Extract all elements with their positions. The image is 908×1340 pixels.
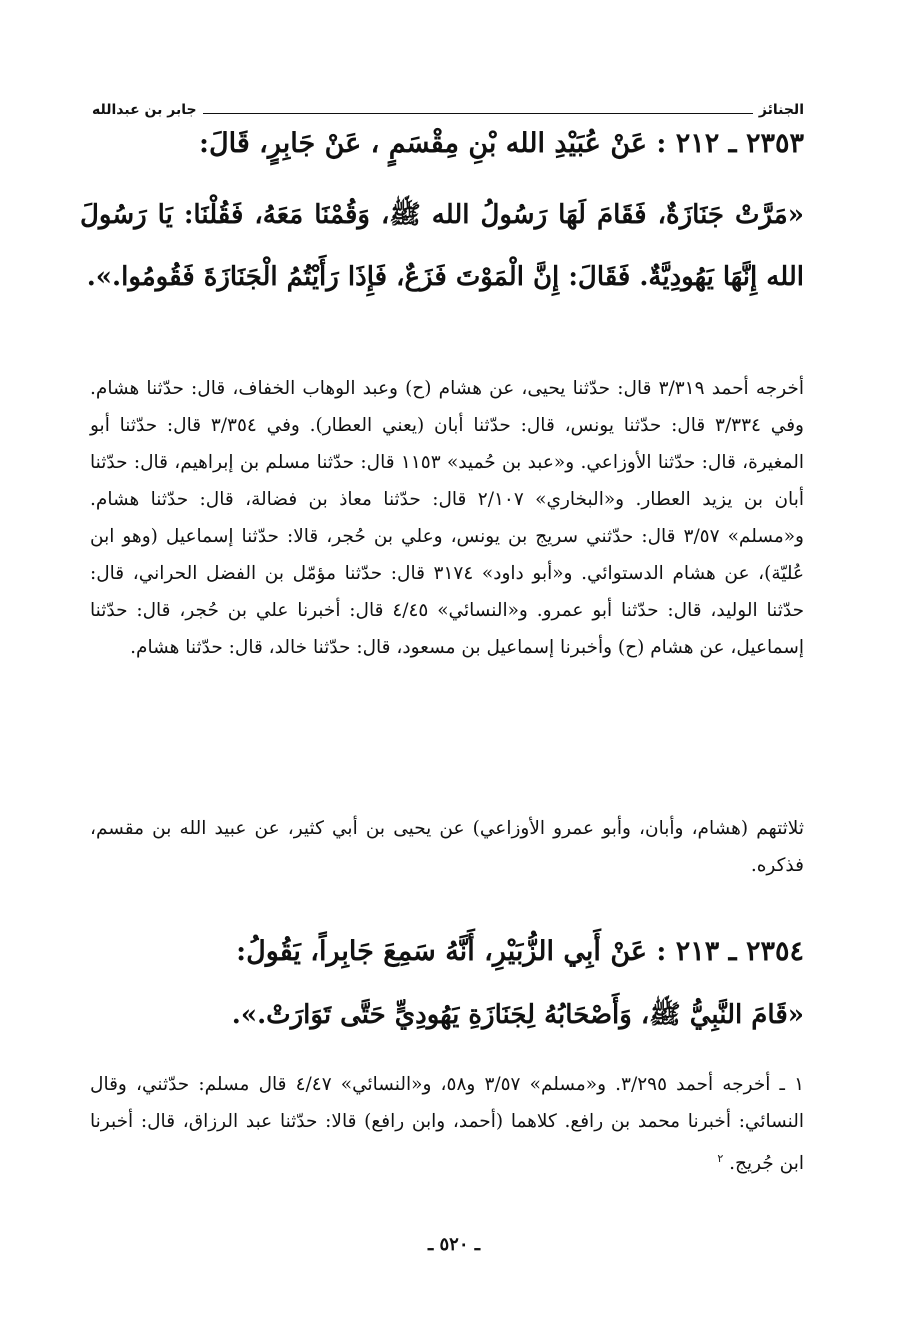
hadith-2353-sources: أخرجه أحمد ٣/٣١٩ قال: حدّثنا يحيى، عن هشام (ح) وعبد الوهاب الخفاف، قال: حدّثنا هشام. وفي ٣/٣٣٤ قال: حدّثنا يونس، قال: حدّثنا أبان (يعني العطار). وفي ٣/٣٥٤ قال: حدّثنا أبو المغيرة، قال: حدّثنا الأوزاعي. و«عبد بن حُميد» ١١٥٣ قال: حدّثنا مسلم بن إبراهيم، قال: حدّثنا أبان بن يزيد العطار. و«البخاري» ٢/١٠٧ قال: حدّثنا معاذ بن فضالة، قال: حدّثنا هشام. و«مسلم» ٣/٥٧ قال: حدّثني سريج بن يونس، وعلي بن حُجر، قالا: حدّثنا إسماعيل (وهو ابن عُليّة)، عن هشام الدستوائي. و«أبو داود» ٣١٧٤ قال: حدّثنا مؤمّل بن الفضل الحراني، قال: حدّثنا الوليد، قال: حدّثنا أبو عمرو. و«النسائي» ٤/٤٥ قال: أخبرنا علي بن حُجر، قال: حدّثنا إسماعيل، عن هشام (ح) وأخبرنا إسماعيل بن مسعود، قال: حدّثنا خالد، قال: حدّثنا هشام. <box>90 378 805 658</box>
footnote-marker: ٢ <box>717 1152 724 1165</box>
narrator-title: جابر بن عبدالله <box>92 102 197 118</box>
hadith-2354-sources: ١ ـ أخرجه أحمد ٣/٢٩٥. و«مسلم» ٣/٥٧ و٥٨، و«النسائي» ٤/٤٧ قال مسلم: حدّثني، وقال النسائي: أخبرنا محمد بن رافع. كلاهما (أحمد، وابن رافع) قالا: حدّثنا عبد الرزاق، قال: أخبرنا ابن جُريج. <box>90 1074 804 1175</box>
hadith-2353-takhrij <box>90 370 804 666</box>
chapter-title: الجنائز <box>758 102 804 118</box>
hadith-2353-summary: ثلاثتهم (هشام، وأبان، وأبو عمرو الأوزاعي) عن يحيى بن أبي كثير، عن عبيد الله بن مقسم، فذكره. <box>90 818 804 876</box>
hadith-2354-heading: ٢٣٥٤ ـ ٢١٣ : عَنْ أَبِي الزُّبَيْرِ، أَنَّهُ سَمِعَ جَابِراً، يَقُولُ: <box>236 936 804 967</box>
hadith-2354-text: «قَامَ النَّبِيُّ ﷺ، وَأَصْحَابُهُ لِجَنَازَةِ يَهُودِيٍّ حَتَّى تَوَارَتْ.». <box>231 1000 804 1030</box>
page-number: ـ ٥٢٠ ـ <box>427 1234 481 1255</box>
hadith-2353-chain-summary <box>90 810 804 884</box>
hadith-2354-takhrij <box>90 1066 804 1182</box>
running-header <box>92 92 804 118</box>
header-rule <box>203 113 753 114</box>
hadith-2353-heading: ٢٣٥٣ ـ ٢١٢ : عَنْ عُبَيْدِ الله بْنِ مِقْسَمٍ ، عَنْ جَابِرٍ، قَالَ: <box>199 128 804 159</box>
hadith-2353-text: «مَرَّتْ جَنَازَةٌ، فَقَامَ لَهَا رَسُولُ الله ﷺ، وَقُمْنَا مَعَهُ، فَقُلْنَا: يَا رَسُولَ الله إِنَّهَا يَهُودِيَّةٌ. فَقَالَ: إِنَّ الْمَوْتَ فَزَعٌ، فَإِذَا رَأَيْتُمُ الْجَنَازَةَ فَقُومُوا.». <box>80 200 804 292</box>
